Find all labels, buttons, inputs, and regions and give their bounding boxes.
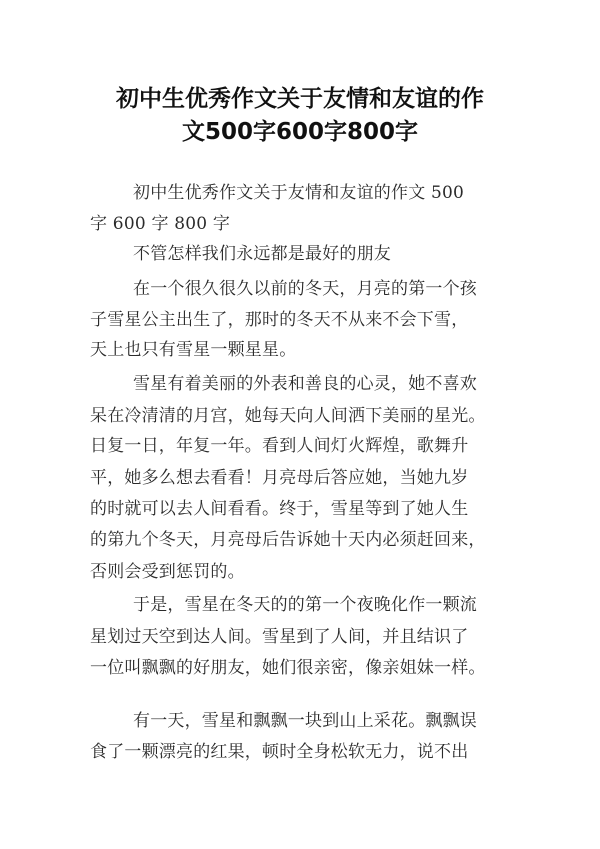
body-text-line: 子雪星公主出生了，那时的冬天不从来不会下雪， [90, 310, 469, 330]
body-text-line: 呆在冷清清的月宫，她每天向人间洒下美丽的星光。 [90, 406, 486, 426]
body-text-line: 初中生优秀作文关于友情和友谊的作文 500 [133, 183, 465, 203]
body-text-line: 日复一日，年复一年。看到人间灯火辉煌，歌舞升 [90, 436, 469, 456]
body-text-line: 的第九个冬天，月亮母后告诉她十天内必须赶回来， [90, 530, 486, 550]
body-text-line: 平，她多么想去看看！月亮母后答应她，当她九岁 [90, 468, 469, 488]
body-text-line: 雪星有着美丽的外表和善良的心灵，她不喜欢 [133, 374, 477, 394]
body-text-line: 在一个很久很久以前的冬天，月亮的第一个孩 [133, 279, 477, 299]
document-title-line-1: 初中生优秀作文关于友情和友谊的作 [116, 86, 484, 112]
body-text-line: 不管怎样我们永远都是最好的朋友 [133, 244, 391, 264]
document-title-line-2: 文500字600字800字 [181, 119, 419, 145]
body-text-line: 字 600 字 800 字 [90, 214, 231, 234]
body-text-line: 否则会受到惩罚的。 [90, 562, 245, 582]
body-text-line: 天上也只有雪星一颗星星。 [90, 340, 297, 360]
body-text-line: 有一天，雪星和飘飘一块到山上采花。飘飘误 [133, 711, 477, 731]
body-text-line: 于是，雪星在冬天的的第一个夜晚化作一颗流 [133, 595, 477, 615]
body-text-line: 食了一颗漂亮的红果，顿时全身松软无力，说不出 [90, 742, 469, 762]
body-text-line: 一位叫飘飘的好朋友，她们很亲密，像亲姐妹一样。 [90, 658, 486, 678]
body-text-line: 星划过天空到达人间。雪星到了人间，并且结识了 [90, 627, 469, 647]
body-text-line: 的时就可以去人间看看。终于，雪星等到了她人生 [90, 499, 469, 519]
